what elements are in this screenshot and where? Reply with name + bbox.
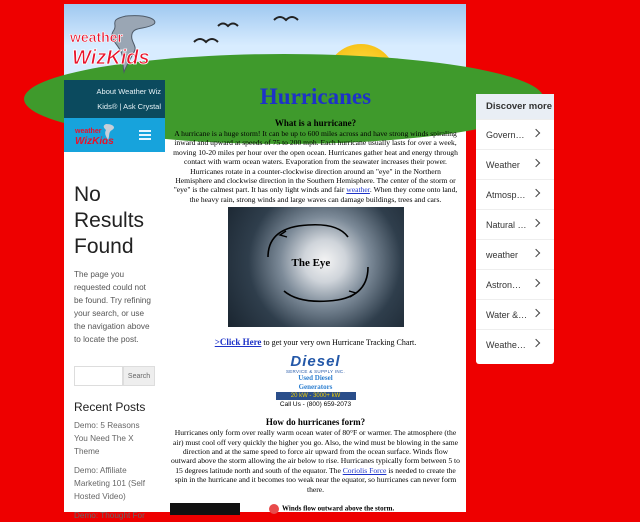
weather-wiz-kids-logo[interactable] [68,12,160,74]
recent-posts-list [74,419,155,522]
nav-about-link[interactable]: About Weather Wiz [96,87,161,96]
coriolis-force-link[interactable]: Coriolis Force [342,465,387,475]
svg-text:weather: weather [75,128,102,135]
eye-label: The Eye [291,257,331,270]
discover-item-label: Weathe… [486,339,526,350]
caption-text: Winds flow outward above the storm. [282,504,395,513]
top-nav [64,80,165,118]
discover-item-label: Natural … [486,219,527,230]
discover-item[interactable] [476,119,554,149]
discover-item[interactable] [476,239,554,269]
nav-separator: | [117,102,124,111]
diagram-icon [269,504,279,514]
no-results-text: The page you requested could not be found. Try refining your search, or use the navigation above to locate the post. [74,270,151,344]
chevron-right-icon [532,159,540,167]
discover-more-panel [476,94,554,364]
chevron-right-icon [532,189,540,197]
paragraph-text: is needed to create the spin in the hurricane and it becomes too weak near the equator, so hurricanes can never form there. [174,465,457,494]
ad-line: Used Diesel [298,374,333,383]
page-title: Hurricanes [259,84,372,109]
chevron-right-icon [532,129,540,137]
svg-text:WizKids: WizKids [72,47,150,69]
discover-item-label: Astron… [486,279,522,290]
click-here-link[interactable]: >Click Here [214,337,262,348]
discover-item-label: Govern… [486,129,525,140]
recent-posts-title: Recent Posts [74,400,146,414]
section-heading: How do hurricanes form? [265,417,366,428]
recent-post-link[interactable]: Demo: 5 Reasons You Need The X Theme [74,421,140,456]
ad-brand-sub: SERVICE & SUPPLY INC. [285,369,346,375]
mobile-header [64,118,165,152]
diesel-ad[interactable] [276,354,356,410]
menu-icon[interactable] [139,130,151,140]
discover-item-label: weather [486,249,519,260]
discover-item-label: Water &… [486,309,528,320]
discover-item[interactable] [476,269,554,299]
discover-item[interactable] [476,149,554,179]
tracking-chart-line [165,337,466,347]
ad-phone: Call Us - (800) 659-2073 [279,401,352,409]
paragraph-text: Hurricanes only form over really warm ocean water of 80°F or warmer. The atmosphere (the air) must cool off very quickly the higher you go. Also, the wind must be blowing in the same direction and at the same speed to force air upward from the ocean surface. Winds flow outward above the storm allowing the air below to rise. Hurricanes typically form between 5 to 15 degrees latitude north and south of the equator. The [171,428,460,475]
discover-title: Discover more [476,94,554,119]
recent-post-link[interactable]: Demo: Thought For [74,511,145,520]
discover-item[interactable] [476,209,554,239]
search-form [74,366,155,386]
main-content [165,80,466,512]
chevron-right-icon [532,339,540,347]
hurricane-eye-image [228,207,404,327]
svg-text:WizKids: WizKids [75,136,114,147]
chevron-right-icon [532,309,540,317]
sidebar [64,152,165,520]
nav-about-link-cont[interactable]: Kids® [97,102,118,111]
recent-post-link[interactable]: Demo: Affiliate Marketing 101 (Self Hosted Video) [74,466,145,501]
ad-band: 20 kW - 3000+ kW [276,392,356,400]
header-banner [64,4,466,80]
search-button[interactable]: Search [123,366,155,386]
chevron-right-icon [532,279,540,287]
page-frame [64,4,466,520]
section-heading: What is a hurricane? [274,118,357,128]
chevron-right-icon [532,249,540,257]
svg-text:weather: weather [70,29,123,45]
discover-item[interactable] [476,179,554,209]
discover-item[interactable] [476,329,554,359]
birds-graphic [184,10,314,50]
search-input[interactable] [74,366,123,386]
discover-item[interactable] [476,299,554,329]
chevron-right-icon [532,219,540,227]
ad-line: Generators [298,383,333,392]
nav-ask-crystal-link[interactable]: Ask Crystal [123,102,161,111]
weather-link[interactable]: weather [346,185,370,195]
paragraph-text: . When they come onto land, the heavy rain, strong winds and large waves can damage buildings, trees and cars. [189,185,458,204]
ad-brand: Diesel [290,353,341,371]
weather-wiz-kids-small-logo[interactable] [74,122,116,148]
hurricane-description [165,129,466,204]
video-thumbnail[interactable] [170,503,240,515]
discover-item-label: Weather [486,159,520,170]
discover-item-label: Atmosp… [486,189,526,200]
paragraph-text: A hurricane is a huge storm! It can be up to 600 miles across and have strong winds spiraling inward and upward at speeds of 75 to 200 mph. Each hurricane usually lasts for over a week, moving 10-20 miles per hour over the open ocean. Hurricanes gather heat and energy through contact with warm ocean waters. Evaporation from the seawater increases their power. Hurricanes rotate in a counter-clockwise direction around an "eye" in the Northern Hemisphere and clockwise direction in the Southern Hemisphere. The center of the storm or "eye" is the calmest part. It has only light winds and fair [173,129,458,195]
no-results-title: No Results Found [74,183,145,258]
diagram-caption [269,504,394,514]
tracking-text: to get your very own Hurricane Tracking Chart. [261,338,417,348]
hurricane-formation-text [165,428,466,494]
